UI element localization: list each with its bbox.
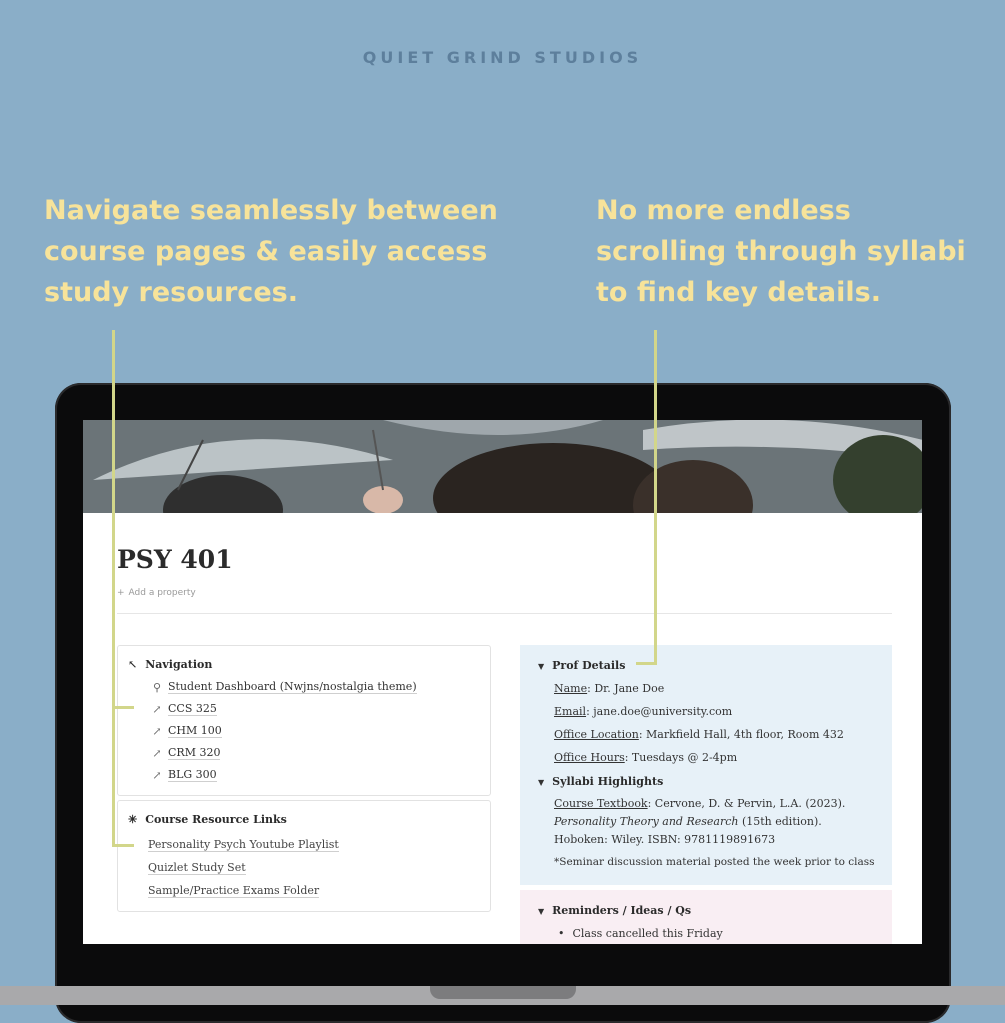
page-link-icon: ↗ bbox=[152, 724, 162, 738]
prof-email-label: Email bbox=[554, 705, 587, 718]
callout-syllabi: No more endless scrolling through syllabi to find key details. bbox=[596, 195, 966, 308]
prof-email bbox=[554, 705, 732, 718]
reminders-toggle[interactable] bbox=[538, 904, 691, 917]
bullet-dot-icon: • bbox=[558, 927, 565, 940]
prof-name-label: Name bbox=[554, 682, 588, 695]
toggle-triangle-icon: ▼ bbox=[538, 905, 545, 916]
resource-link-youtube[interactable]: Personality Psych Youtube Playlist bbox=[148, 838, 339, 851]
umbrella-photo-illustration bbox=[83, 420, 922, 513]
syllabi-highlights-toggle[interactable] bbox=[538, 775, 663, 788]
prof-details-heading: Prof Details bbox=[552, 659, 626, 672]
textbook-citation-end: (15th edition). Hoboken: Wiley. ISBN: 9781119891673 bbox=[554, 815, 822, 846]
laptop-notch bbox=[430, 986, 576, 999]
resource-link-quizlet[interactable]: Quizlet Study Set bbox=[148, 861, 246, 874]
connector-tick-prof bbox=[636, 662, 657, 665]
prof-hours-value: : Tuesdays @ 2-4pm bbox=[624, 751, 738, 764]
divider bbox=[117, 613, 892, 614]
nav-item-label: BLG 300 bbox=[168, 768, 217, 781]
connector-tick-resources bbox=[112, 844, 134, 847]
seminar-note: *Seminar discussion material posted the week prior to class bbox=[554, 856, 875, 868]
reminders-panel bbox=[520, 890, 892, 944]
callout-navigation: Navigate seamlessly between course pages & easily access study resources. bbox=[44, 195, 498, 308]
textbook-label: Course Textbook bbox=[554, 797, 648, 810]
add-property-button[interactable] bbox=[117, 588, 196, 598]
prof-email-value: : jane.doe@university.com bbox=[586, 705, 733, 718]
textbook-title: Personality Theory and Research bbox=[554, 815, 739, 828]
page-link-icon: ↗ bbox=[152, 768, 162, 782]
reminder-text: Class cancelled this Friday bbox=[572, 927, 723, 940]
notion-page-screen bbox=[83, 420, 922, 944]
person-page-icon: ⚲ bbox=[152, 680, 162, 694]
nav-item-ccs325[interactable] bbox=[150, 702, 217, 716]
page-link-icon: ↗ bbox=[152, 746, 162, 760]
course-textbook bbox=[554, 795, 854, 849]
prof-office-hours bbox=[554, 751, 737, 764]
nav-item-student-dashboard[interactable] bbox=[150, 680, 417, 694]
toggle-triangle-icon: ▼ bbox=[538, 660, 545, 671]
prof-office-location bbox=[554, 728, 844, 741]
connector-line-left bbox=[112, 330, 115, 846]
prof-details-panel bbox=[520, 645, 892, 885]
page-link-icon: ↗ bbox=[152, 702, 162, 716]
nav-item-label: Student Dashboard (Nwjns/nostalgia theme) bbox=[168, 680, 417, 693]
course-resources-heading bbox=[128, 813, 287, 826]
navigation-card bbox=[117, 645, 491, 796]
prof-details-toggle[interactable] bbox=[538, 659, 625, 672]
navigation-heading-label: Navigation bbox=[145, 658, 213, 671]
plus-icon: + bbox=[117, 588, 125, 598]
nav-item-crm320[interactable] bbox=[150, 746, 220, 760]
cover-image bbox=[83, 420, 922, 513]
course-resources-heading-label: Course Resource Links bbox=[145, 813, 287, 826]
nav-item-label: CHM 100 bbox=[168, 724, 222, 737]
nav-item-chm100[interactable] bbox=[150, 724, 222, 738]
reminder-item bbox=[558, 927, 723, 940]
reminders-heading: Reminders / Ideas / Qs bbox=[552, 904, 692, 917]
sparkle-icon: ✳ bbox=[128, 813, 138, 826]
syllabi-highlights-heading: Syllabi Highlights bbox=[552, 775, 664, 788]
prof-name bbox=[554, 682, 664, 695]
prof-office-value: : Markfield Hall, 4th floor, Room 432 bbox=[638, 728, 844, 741]
add-property-label: Add a property bbox=[128, 588, 196, 598]
course-resources-card bbox=[117, 800, 491, 912]
nav-item-label: CRM 320 bbox=[168, 746, 221, 759]
arrow-up-left-icon: ↖ bbox=[128, 658, 138, 671]
toggle-triangle-icon: ▼ bbox=[538, 776, 545, 787]
nav-item-label: CCS 325 bbox=[168, 702, 217, 715]
connector-tick-nav bbox=[112, 706, 134, 709]
prof-name-value: : Dr. Jane Doe bbox=[587, 682, 665, 695]
nav-item-blg300[interactable] bbox=[150, 768, 217, 782]
prof-office-label: Office Location bbox=[554, 728, 639, 741]
resource-link-exams[interactable]: Sample/Practice Exams Folder bbox=[148, 884, 320, 897]
navigation-heading bbox=[128, 658, 212, 671]
connector-line-right bbox=[654, 330, 657, 665]
page-title: PSY 401 bbox=[117, 545, 233, 574]
brand-name: QUIET GRIND STUDIOS bbox=[362, 48, 643, 67]
prof-hours-label: Office Hours bbox=[554, 751, 625, 764]
textbook-citation-start: : Cervone, D. & Pervin, L.A. (2023). bbox=[647, 797, 846, 810]
